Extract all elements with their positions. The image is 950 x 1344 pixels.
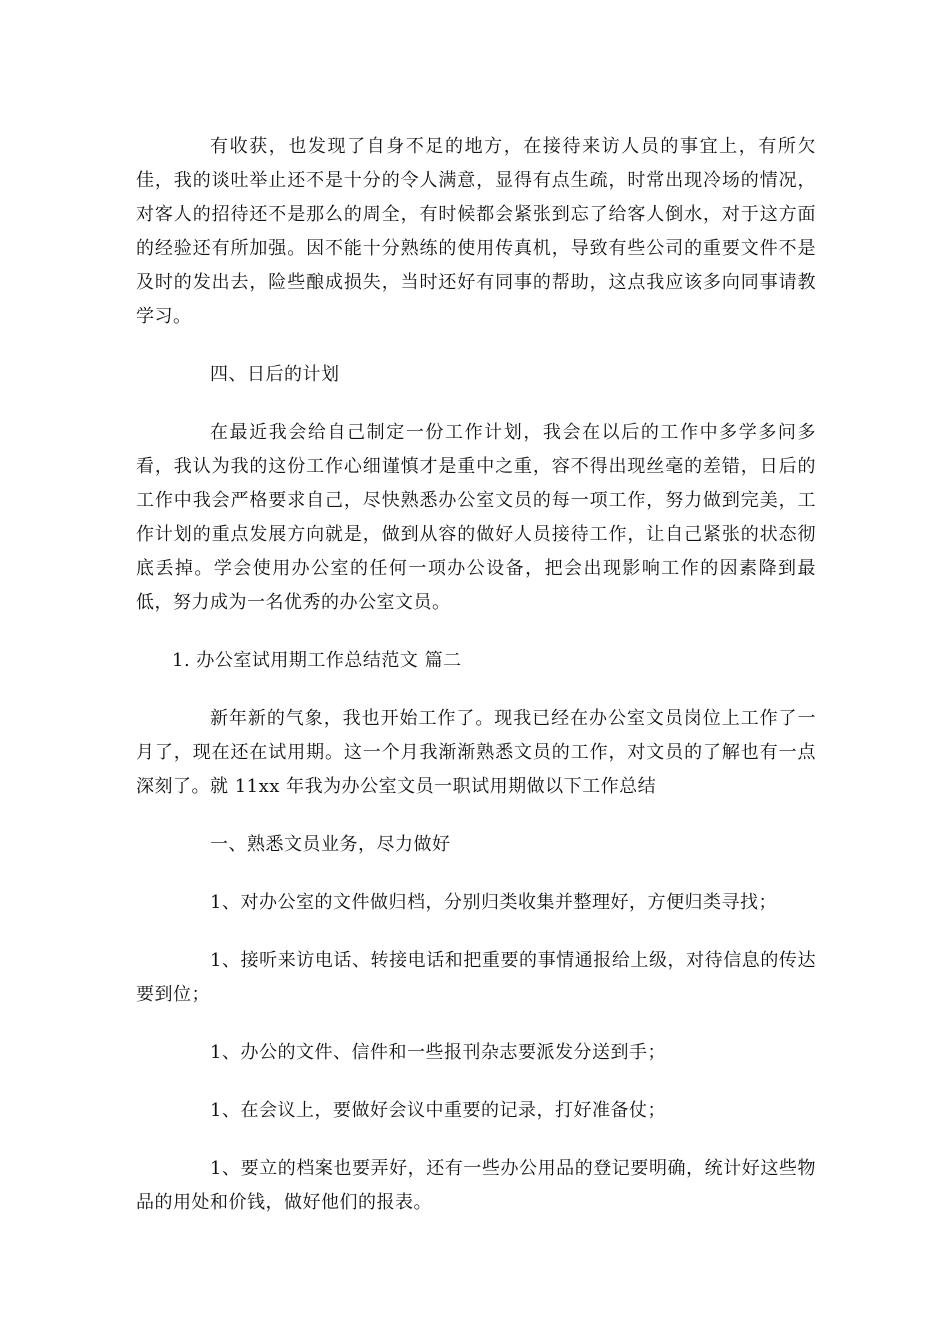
section-title-part-two: 1. 办公室试用期工作总结范文 篇二 (172, 650, 462, 671)
heading-familiarize-duties: 一、熟悉文员业务，尽力做好 (210, 834, 451, 855)
list-item-archives: 1、要立的档案也要弄好，还有一些办公用品的登记要明确，统计好这些物品的用处和价钱，做好他们的报表。 (136, 1158, 816, 1213)
paragraph-work-plan: 在最近我会给自己制定一份工作计划，我会在以后的工作中多学多问多看，我认为我的这份工作心细谨慎才是重中之重，容不得出现丝毫的差错，日后的工作中我会严格要求自己，尽快熟悉办公室文员的每一项工作，努力做到完美，工作计划的重点发展方向就是，做到从容的做好人员接待工作，让自己紧张的状态彻底丢掉。学会使用办公室的任何一项办公设备，把会出现影响工作的因素降到最低，努力成为一名优秀的办公室文员。 (136, 422, 816, 613)
list-item-filing: 1、对办公室的文件做归档，分别归类收集并整理好，方便归类寻找； (210, 892, 777, 913)
list-item-distribution: 1、办公的文件、信件和一些报刊杂志要派发分送到手； (210, 1042, 666, 1063)
paragraph-reception-shortcomings: 有收获，也发现了自身不足的地方，在接待来访人员的事宜上，有所欠佳，我的谈吐举止还不是十分的令人满意，显得有点生疏，时常出现冷场的情况，对客人的招待还不是那么的周全，有时候都会紧张到忘了给客人倒水，对于这方面的经验还有所加强。因不能十分熟练的使用传真机，导致有些公司的重要文件不是及时的发出去，险些酿成损失，当时还好有同事的帮助，这点我应该多向同事请教学习。 (136, 136, 816, 327)
document-page (136, 130, 816, 1244)
list-item-meeting-notes: 1、在会议上，要做好会议中重要的记录，打好准备仗； (210, 1100, 666, 1121)
heading-future-plan: 四、日后的计划 (210, 364, 340, 385)
list-item-phone-calls: 1、接听来访电话、转接电话和把重要的事情通报给上级，对待信息的传达要到位； (136, 950, 816, 1005)
paragraph-new-year-intro: 新年新的气象，我也开始工作了。现我已经在办公室文员岗位上工作了一月了，现在还在试用期。这一个月我渐渐熟悉文员的工作，对文员的了解也有一点深刻了。就 11xx 年我为办公室文员一职试用期做以下工作总结 (136, 708, 816, 797)
